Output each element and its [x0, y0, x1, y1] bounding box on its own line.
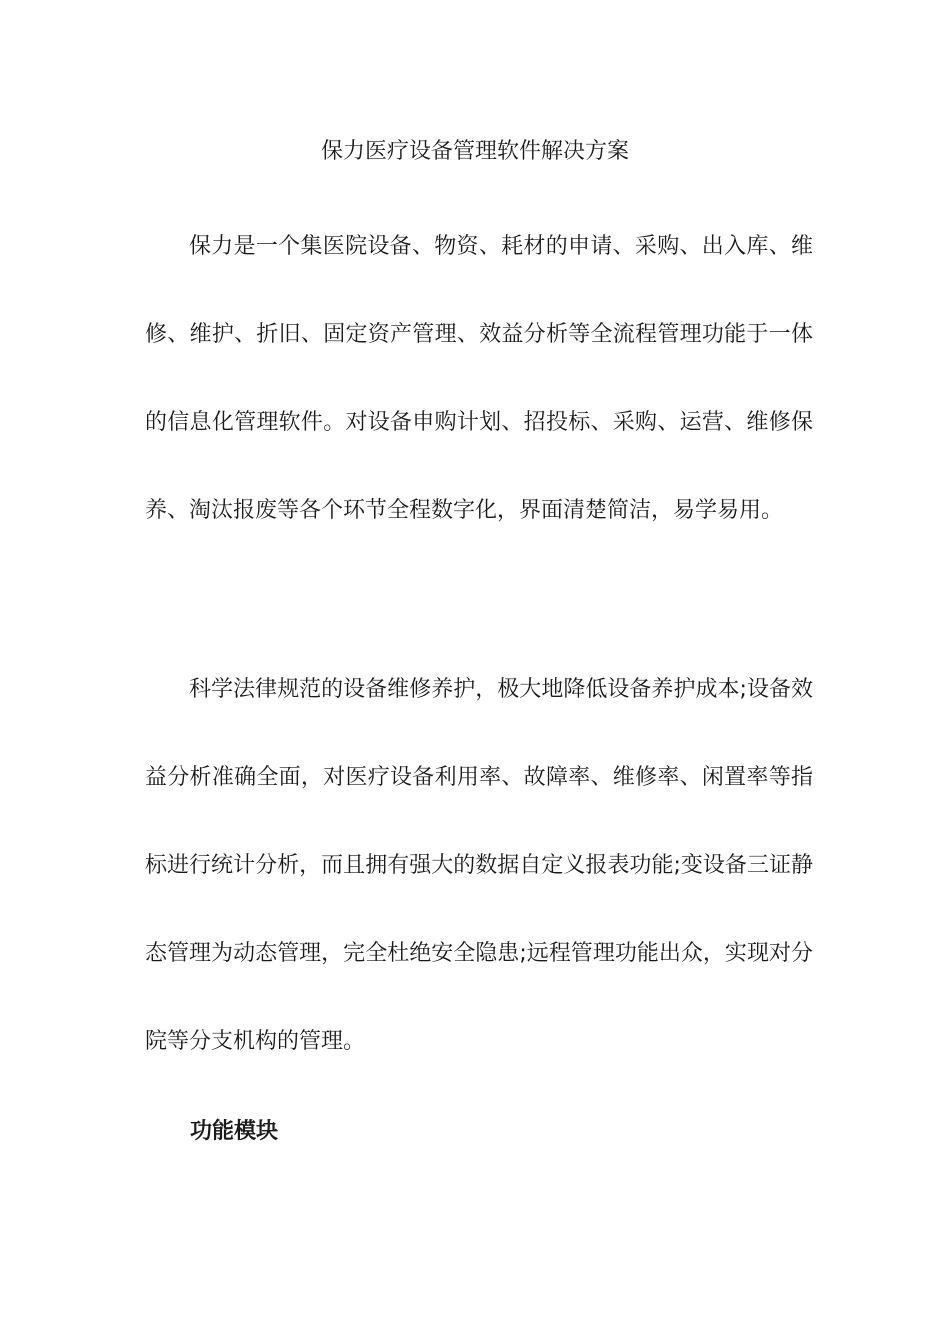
- intro-paragraph: 保力是一个集医院设备、物资、耗材的申请、采购、出入库、维修、维护、折旧、固定资产管理、效益分析等全流程管理功能于一体的信息化管理软件。对设备申购计划、招投标、采购、运营、维修保养、淘汰报废等各个环节全程数字化，界面清楚简洁，易学易用。: [145, 234, 813, 523]
- document-title: 保力医疗设备管理软件解决方案: [320, 139, 629, 164]
- section-heading-modules: 功能模块: [190, 1119, 279, 1144]
- features-paragraph: 科学法律规范的设备维修养护，极大地降低设备养护成本;设备效益分析准确全面，对医疗设备利用率、故障率、维修率、闲置率等指标进行统计分析，而且拥有强大的数据自定义报表功能;变设备三证静态管理为动态管理，完全杜绝安全隐患;远程管理功能出众，实现对分院等分支机构的管理。: [145, 677, 813, 1054]
